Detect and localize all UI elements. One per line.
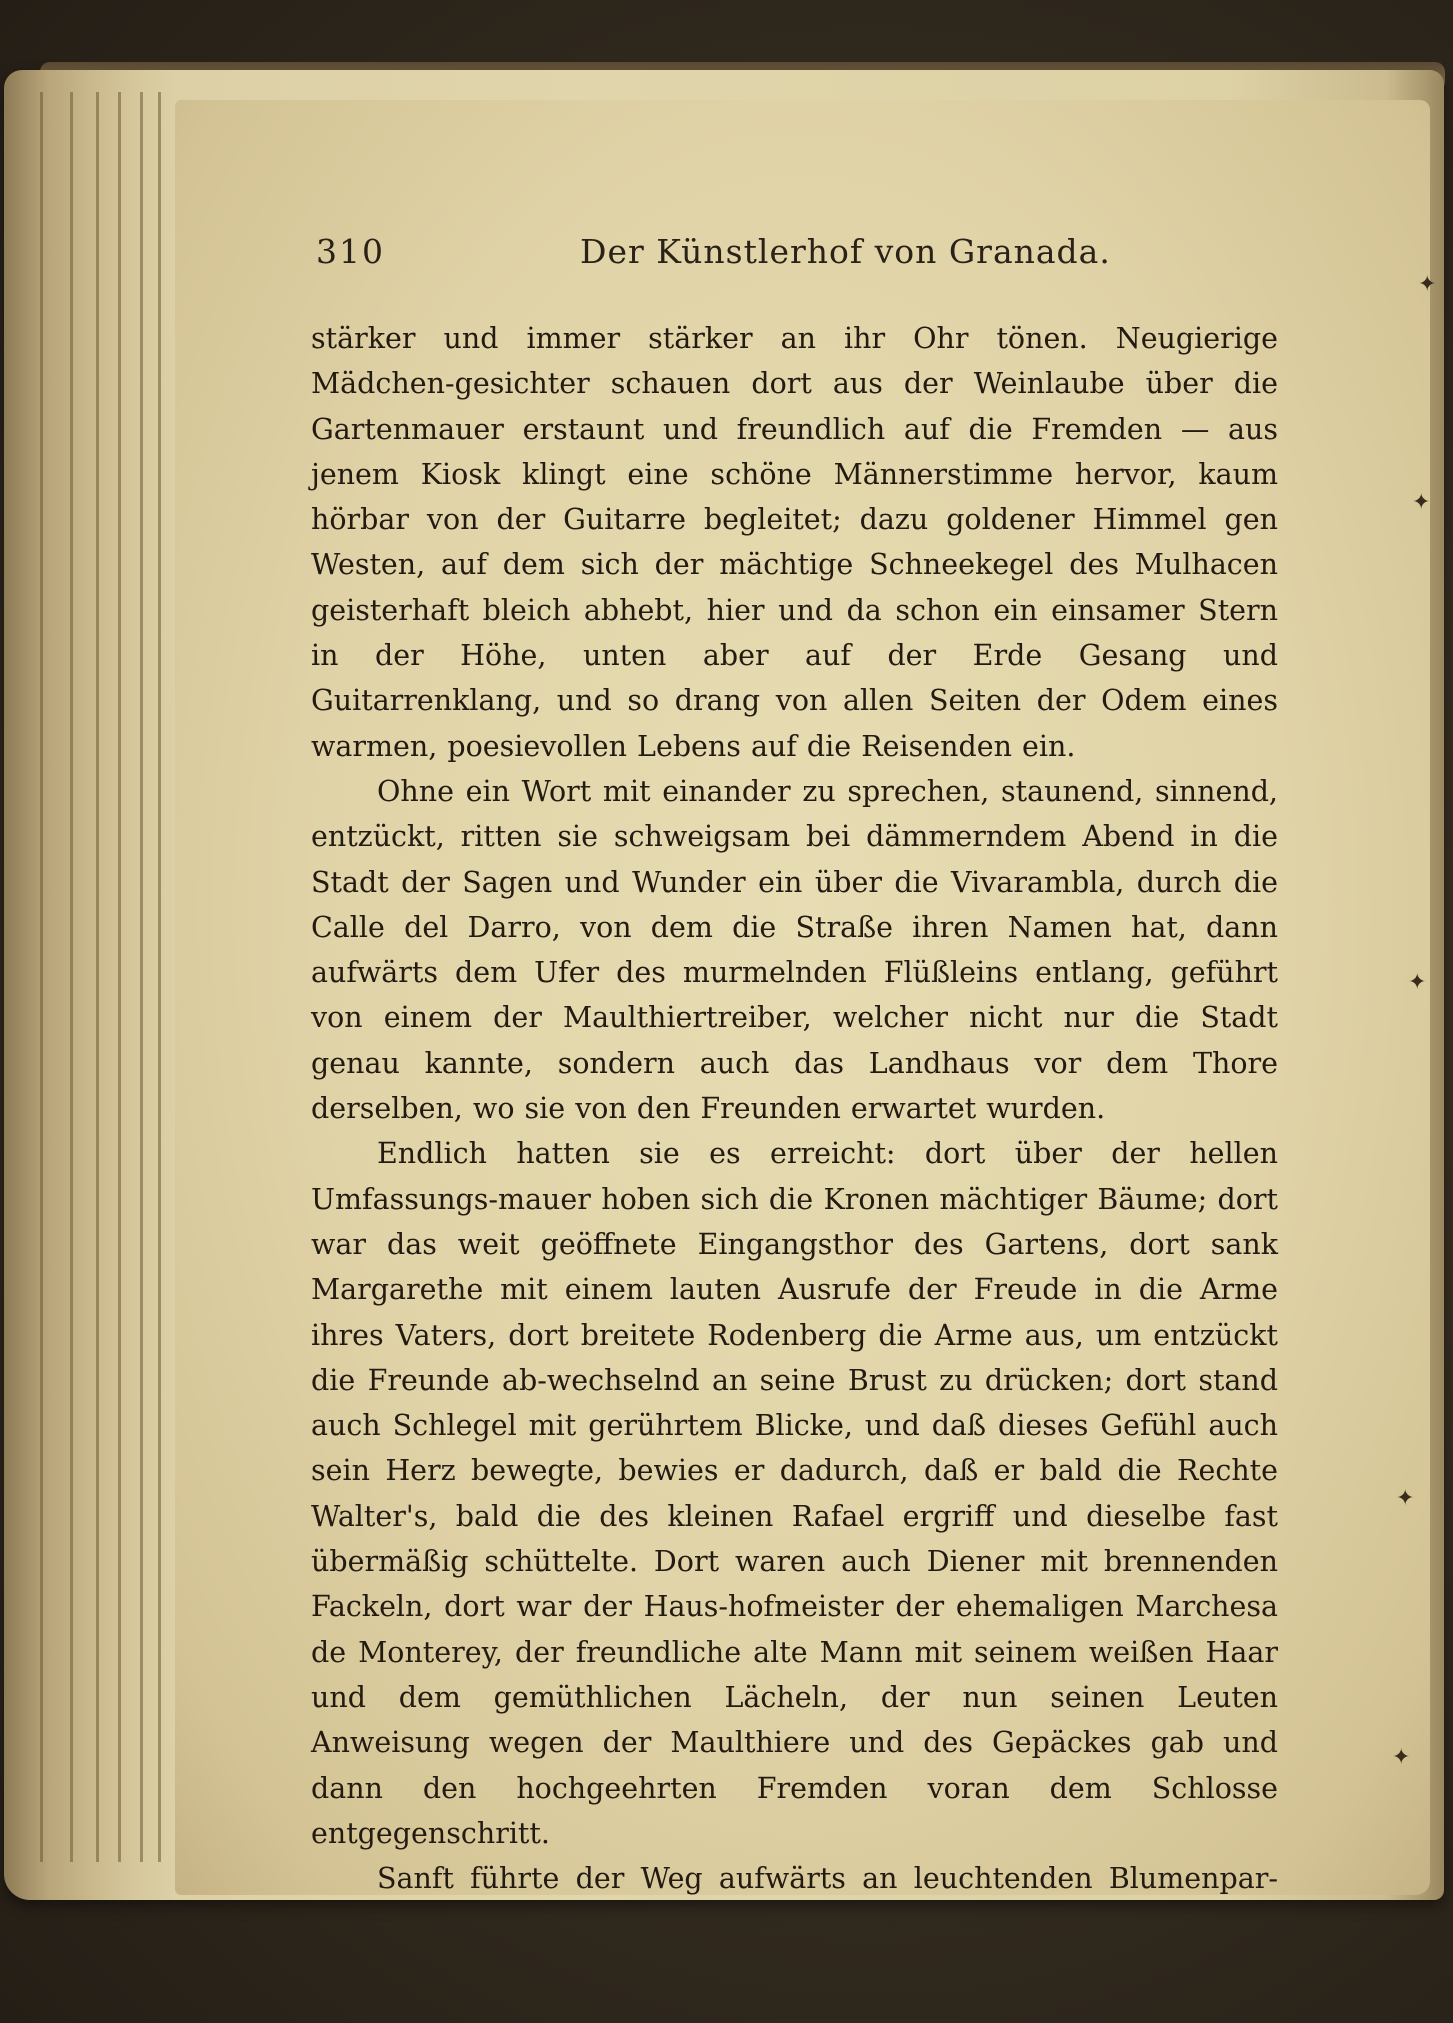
margin-speck: ✦ xyxy=(1396,1486,1415,1511)
margin-speck: ✦ xyxy=(1418,272,1437,297)
running-title: Der Künstlerhof von Granada. xyxy=(580,232,1111,271)
body-text xyxy=(311,316,1278,1901)
margin-speck: ✦ xyxy=(1408,970,1427,995)
page-number: 310 xyxy=(316,232,385,271)
page-edge-line xyxy=(118,92,121,1862)
page-edge-line xyxy=(40,92,43,1862)
page-edge-line xyxy=(70,92,73,1862)
paragraph: stärker und immer stärker an ihr Ohr tönen. Neugierige Mädchen-gesichter schauen dort aus der Weinlaube über die Gartenmauer erstaunt und freundlich auf die Fremden — aus jenem Kiosk klingt eine schöne Männerstimme hervor, kaum hörbar von der Guitarre begleitet; dazu goldener Himmel gen Westen, auf dem sich der mächtige Schneekegel des Mulhacen geisterhaft bleich abhebt, hier und da schon ein einsamer Stern in der Höhe, unten aber auf der Erde Gesang und Guitarrenklang, und so drang von allen Seiten der Odem eines warmen, poesievollen Lebens auf die Reisenden ein. xyxy=(311,322,1278,763)
paragraph: Endlich hatten sie es erreicht: dort über der hellen Umfassungs-mauer hoben sich die Kronen mächtiger Bäume; dort war das weit geöffnete Eingangsthor des Gartens, dort sank Margarethe mit einem lauten Ausrufe der Freude in die Arme ihres Vaters, dort breitete Rodenberg die Arme aus, um entzückt die Freunde ab-wechselnd an seine Brust zu drücken; dort stand auch Schlegel mit gerührtem Blicke, und daß dieses Gefühl auch sein Herz bewegte, bewies er dadurch, daß er bald die Rechte Walter's, bald die des kleinen Rafael ergriff und dieselbe fast übermäßig schüttelte. Dort waren auch Diener mit brennenden Fackeln, dort war der Haus-hofmeister der ehemaligen Marchesa de Monterey, der freundliche alte Mann mit seinem weißen Haar und dem gemüthlichen Lächeln, der nun seinen Leuten Anweisung wegen der Maulthiere und des Gepäckes gab und dann den hochgeehrten Fremden voran dem Schlosse entgegenschritt. xyxy=(311,1137,1278,1850)
page-edge-line xyxy=(96,92,99,1862)
page-header xyxy=(316,232,1276,282)
margin-speck: ✦ xyxy=(1392,1745,1411,1770)
page-edge-line xyxy=(140,92,143,1862)
margin-speck: ✦ xyxy=(1412,490,1431,515)
page-edge-line xyxy=(158,92,161,1862)
paragraph: Sanft führte der Weg aufwärts an leuchtenden Blumenpar- xyxy=(377,1862,1278,1896)
paragraph: Ohne ein Wort mit einander zu sprechen, staunend, sinnend, entzückt, ritten sie schweigsam bei dämmerndem Abend in die Stadt der Sagen und Wunder ein über die Vivarambla, durch die Calle del Darro, von dem die Straße ihren Namen hat, dann aufwärts dem Ufer des murmelnden Flüßleins entlang, geführt von einem der Maulthiertreiber, welcher nicht nur die Stadt genau kannte, sondern auch das Landhaus vor dem Thore derselben, wo sie von den Freunden erwartet wurden. xyxy=(311,774,1278,1126)
